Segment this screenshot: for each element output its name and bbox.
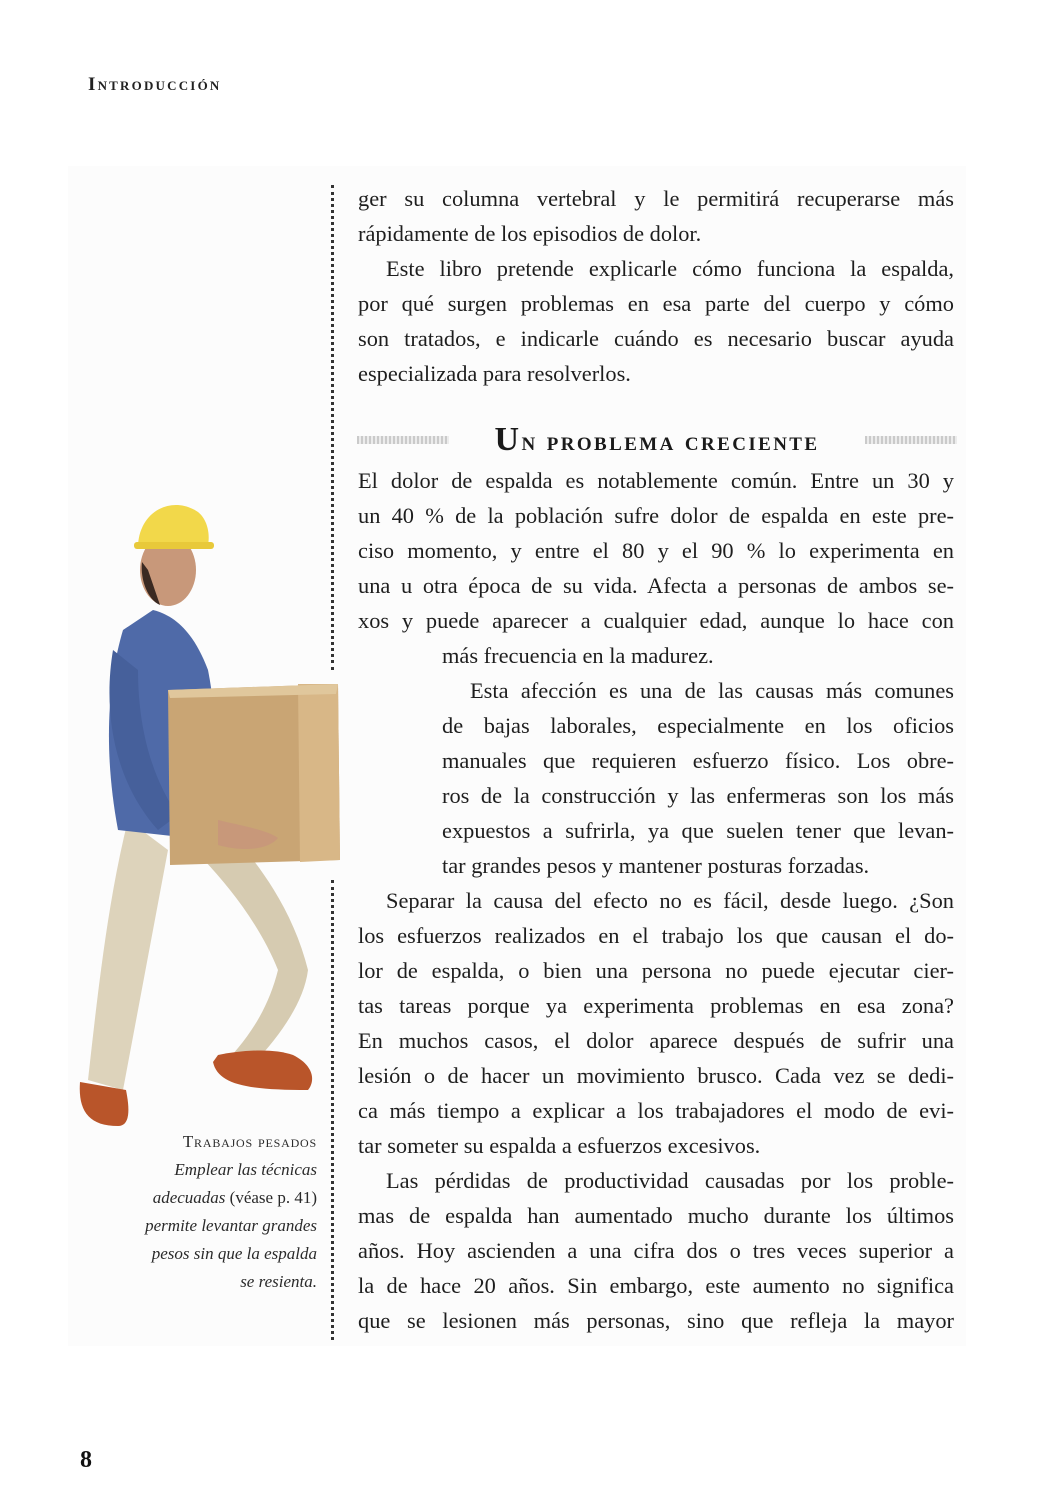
text-line: los esfuerzos realizados en el trabajo los que causan el do- <box>358 923 954 948</box>
intro-paragraphs <box>358 181 954 391</box>
text-line: ger su columna vertebral y le permitirá recuperarse más <box>358 186 954 211</box>
text-line: especializada para resolverlos. <box>358 361 631 386</box>
text-line: Las pérdidas de productividad causadas por los proble- <box>386 1168 954 1193</box>
section-title: Un problema creciente <box>494 421 820 458</box>
section-heading <box>357 420 957 460</box>
text-line: más frecuencia en la madurez. <box>442 643 714 668</box>
ornament-left <box>357 436 449 444</box>
text-line: Separar la causa del efecto no es fácil, desde luego. ¿Son <box>386 888 954 913</box>
text-line: la de hace 20 años. Sin embargo, este aumento no significa <box>358 1273 954 1298</box>
figure-caption: Trabajos pesados Emplear las técnicas adecuadas (véase p. 41) permite levantar grandes pesos sin que la espalda se resienta. <box>57 1128 317 1296</box>
text-line: Este libro pretende explicarle cómo funciona la espalda, <box>386 256 954 281</box>
text-line: tar grandes pesos y mantener posturas forzadas. <box>442 853 870 878</box>
text-line: que se lesionen más personas, sino que refleja la mayor <box>358 1308 954 1333</box>
text-line: ros de la construcción y las enfermeras son los más <box>442 783 954 808</box>
section-paragraph-1 <box>358 463 954 638</box>
text-line: una u otra época de su vida. Afecta a personas de ambos se- <box>358 573 954 598</box>
text-line: mas de espalda han aumentado mucho durante los últimos <box>358 1203 954 1228</box>
text-line: lesión o de hacer un movimiento brusco. Cada vez se dedi- <box>358 1063 954 1088</box>
worker-carrying-box-image <box>68 450 358 1130</box>
text-line: ca más tiempo a explicar a los trabajadores el modo de evi- <box>358 1098 954 1123</box>
text-line: lor de espalda, o bien una persona no puede ejecutar cier- <box>358 958 954 983</box>
ornament-right <box>865 436 957 444</box>
text-line: de bajas laborales, especialmente en los oficios <box>442 713 954 738</box>
text-line: tar someter su espalda a esfuerzos excesivos. <box>358 1133 761 1158</box>
page-number: 8 <box>80 1447 92 1473</box>
section-paragraph-3 <box>358 883 954 1338</box>
text-line: Esta afección es una de las causas más comunes <box>470 678 954 703</box>
text-line: por qué surgen problemas en esa parte del cuerpo y cómo <box>358 291 954 316</box>
text-line: El dolor de espalda es notablemente común. Entre un 30 y <box>358 468 954 493</box>
text-line: años. Hoy ascienden a una cifra dos o tres veces superior a <box>358 1238 954 1263</box>
text-line: manuales que requieren esfuerzo físico. Los obre- <box>442 748 954 773</box>
text-line: expuestos a sufrirla, ya que suelen tener que levan- <box>442 818 954 843</box>
text-line: son tratados, e indicarle cuándo es necesario buscar ayuda <box>358 326 954 351</box>
text-line: En muchos casos, el dolor aparece después de sufrir una <box>358 1028 954 1053</box>
text-line: un 40 % de la población sufre dolor de espalda en este pre- <box>358 503 954 528</box>
section-paragraph-2 <box>442 638 954 883</box>
text-line: tas tareas porque ya experimenta problemas en esa zona? <box>358 993 954 1018</box>
running-head: Introducción <box>88 74 222 95</box>
caption-title: Trabajos pesados <box>182 1132 317 1151</box>
text-line: ciso momento, y entre el 80 y el 90 % lo experimenta en <box>358 538 954 563</box>
text-line: rápidamente de los episodios de dolor. <box>358 221 702 246</box>
text-line: xos y puede aparecer a cualquier edad, aunque lo hace con <box>358 608 954 633</box>
